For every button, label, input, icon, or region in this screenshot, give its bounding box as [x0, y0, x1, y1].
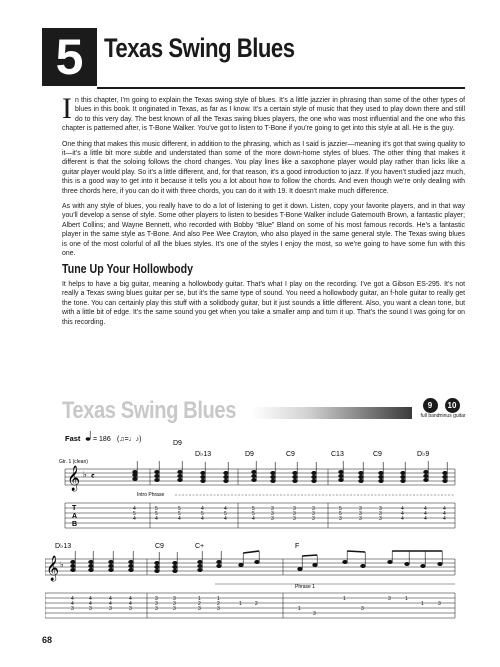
svg-text:3: 3 — [361, 606, 364, 612]
svg-text:4: 4 — [401, 506, 404, 512]
svg-text:4: 4 — [109, 596, 112, 602]
chapter-body — [62, 92, 465, 333]
tab-numbers-system-2 — [71, 596, 441, 617]
svg-text:4: 4 — [71, 601, 74, 607]
chapter-rule — [97, 87, 465, 89]
svg-text:3: 3 — [71, 606, 74, 612]
svg-text:3: 3 — [379, 516, 382, 522]
instrument-label: Gtr. 1 (clean) — [59, 459, 88, 465]
chord-symbol: F — [295, 543, 300, 550]
staff-system-1 — [65, 469, 455, 485]
svg-text:1: 1 — [198, 596, 201, 602]
svg-text:3: 3 — [173, 596, 176, 602]
svg-text:4: 4 — [424, 506, 427, 512]
music-notation — [45, 425, 470, 635]
svg-text:3: 3 — [339, 516, 342, 522]
intro-paragraph-3: As with any style of blues, you really have to do a lot of listening to get it down. Listen, copy your favorite players, and in that way you’ll develop a sense of style. Some other players to listen to besides T-Bone Walker include Gatemouth Brown, a fantastic player; Albert Collins; and Wayne Bennett, who recorded with Bobby “Blue” Bland on some of his most famous records. He’s a fantastic player in the same style as T-Bone. And also Pee Wee Crayton, who also played in the same general style. The Texas swing blues is one of the most colorful of all the blues styles. It’s one of the styles I enjoy the most, so we’re going to have some fun with this one. — [62, 203, 465, 258]
notes-system-2 — [71, 551, 443, 573]
svg-text:4: 4 — [178, 516, 181, 522]
svg-text:3: 3 — [271, 506, 274, 512]
svg-text:3: 3 — [155, 596, 158, 602]
song-title-bar — [252, 407, 412, 419]
svg-text:2: 2 — [217, 601, 220, 607]
tempo-value: = 186 — [93, 436, 111, 443]
track-label: full band — [420, 413, 440, 419]
drop-cap: I — [62, 92, 72, 125]
chapter-title: Texas Swing Blues — [104, 33, 295, 63]
svg-text:4: 4 — [443, 511, 446, 517]
tab-staff-system-2 — [45, 593, 455, 618]
svg-text:5: 5 — [252, 511, 255, 517]
svg-text:5: 5 — [339, 511, 342, 517]
section-heading: Tune Up Your Hollowbody — [62, 261, 194, 276]
svg-text:1: 1 — [217, 596, 220, 602]
svg-text:3: 3 — [271, 511, 274, 517]
svg-text:3: 3 — [217, 606, 220, 612]
svg-text:4: 4 — [443, 506, 446, 512]
chord-symbol: C9 — [155, 543, 164, 550]
svg-text:3: 3 — [359, 506, 362, 512]
time-signature: 𝄴 — [91, 472, 95, 481]
svg-text:3: 3 — [293, 506, 296, 512]
intro-paragraph-2: One thing that makes this music different, in addition to the phrasing, which as I said is jazzier—meaning it’s got that swing quality to it—it’s a little bit more subtle and understated than some of the more down-home styles of blues. The other thing that makes it different is that the soloing follows the chord changes. You play lines like a saxophone player would play rather than licks like a guitar player would play. So it’s a little different, and, for that reason, it’s a good introduction to jazz. If you haven’t studied jazz much, this is a good way to get into it because it tells you a lot about how to follow the chords. And even though we’re only dealing with three chords here, if you can do it with three chords, you can do it with 19. It doesn’t make much difference. — [62, 140, 465, 195]
svg-text:4: 4 — [401, 516, 404, 522]
tab-letters — [72, 505, 77, 528]
svg-text:5: 5 — [339, 506, 342, 512]
svg-text:4: 4 — [71, 596, 74, 602]
svg-text:4: 4 — [89, 596, 92, 602]
chord-symbols-system-2 — [55, 542, 299, 550]
svg-text:1: 1 — [298, 606, 301, 612]
svg-text:4: 4 — [443, 516, 446, 522]
tab-letter: T — [72, 505, 77, 512]
svg-text:4: 4 — [129, 601, 132, 607]
chord-symbol: C9 — [373, 451, 382, 458]
svg-text:3: 3 — [198, 606, 201, 612]
svg-text:3: 3 — [155, 606, 158, 612]
svg-text:4: 4 — [224, 516, 227, 522]
chord-symbol: D♭13 — [55, 543, 72, 550]
svg-text:5: 5 — [155, 511, 158, 517]
svg-text:5: 5 — [178, 506, 181, 512]
svg-text:4: 4 — [89, 601, 92, 607]
svg-text:4: 4 — [109, 601, 112, 607]
svg-text:1: 1 — [421, 601, 424, 607]
svg-text:3: 3 — [379, 511, 382, 517]
svg-text:3: 3 — [312, 511, 315, 517]
svg-text:3: 3 — [438, 601, 441, 607]
chord-symbol: C9 — [286, 451, 295, 458]
chapter-number: 5 — [42, 28, 97, 86]
notes-system-1 — [133, 461, 448, 483]
page-number: 68 — [42, 635, 53, 645]
chord-symbols-system-1 — [173, 440, 429, 458]
svg-text:4: 4 — [252, 516, 255, 522]
svg-text:5: 5 — [201, 511, 204, 517]
svg-text:4: 4 — [155, 516, 158, 522]
song-title: Texas Swing Blues — [62, 397, 236, 424]
phrase-1-label: Phrase 1 — [295, 584, 316, 590]
svg-text:4: 4 — [133, 506, 136, 512]
svg-text:3: 3 — [359, 516, 362, 522]
svg-text:4: 4 — [224, 506, 227, 512]
tab-letter: B — [72, 521, 78, 528]
intro-paragraph-1-text: n this chapter, I’m going to explain the Texas swing style of blues. It’s a little jazzier in phrasing than some of the other types of blues in this book. It originated in Texas, as far as I know. It’s a certain style of music that they used to play down there and still do to this very day. The best known of all the Texas swing blues players, the one who was most influential and the one who this chapter is patterned after, is T-Bone Walker. You’ve got to listen to T-Bone if you’re going to get into this style at all. He is the guy. — [62, 97, 465, 133]
intro-paragraph-1 — [62, 92, 465, 134]
chord-symbol: D9 — [173, 440, 182, 447]
treble-clef-icon: 𝄞 — [46, 555, 60, 580]
svg-text:3: 3 — [293, 511, 296, 517]
key-flat-icon: ♭ — [83, 470, 87, 479]
svg-text:3: 3 — [379, 506, 382, 512]
track-label: minus guitar — [438, 413, 466, 419]
track-badge-minus-guitar — [437, 398, 467, 420]
svg-text:3: 3 — [109, 606, 112, 612]
chord-symbol: C13 — [331, 451, 344, 458]
svg-text:3: 3 — [129, 606, 132, 612]
svg-text:2: 2 — [198, 601, 201, 607]
chord-symbol: D9 — [245, 451, 254, 458]
svg-text:4: 4 — [201, 516, 204, 522]
key-flat-icon: ♭ — [60, 560, 64, 569]
svg-text:1: 1 — [343, 596, 346, 602]
svg-text:2: 2 — [255, 601, 258, 607]
svg-text:4: 4 — [201, 506, 204, 512]
svg-text:4: 4 — [401, 511, 404, 517]
svg-text:4: 4 — [424, 511, 427, 517]
chord-symbol: D♭13 — [195, 451, 212, 458]
svg-text:5: 5 — [178, 511, 181, 517]
svg-text:3: 3 — [388, 596, 391, 602]
chord-symbol: D♭9 — [417, 451, 430, 458]
svg-text:5: 5 — [252, 506, 255, 512]
svg-text:1: 1 — [239, 601, 242, 607]
tab-staff-system-1 — [65, 503, 455, 528]
svg-text:4: 4 — [129, 596, 132, 602]
tab-letter: A — [72, 513, 78, 520]
treble-clef-icon: 𝄞 — [67, 465, 81, 490]
svg-text:3: 3 — [173, 601, 176, 607]
svg-text:3: 3 — [271, 516, 274, 522]
tempo-text: Fast — [65, 434, 81, 443]
svg-text:5: 5 — [155, 506, 158, 512]
chord-symbol: C+ — [195, 543, 205, 550]
tab-numbers-system-1 — [133, 506, 446, 522]
svg-text:3: 3 — [359, 511, 362, 517]
svg-text:4: 4 — [424, 516, 427, 522]
intro-phrase-label: Intro Phrase — [137, 492, 165, 498]
svg-text:5: 5 — [133, 511, 136, 517]
svg-text:3: 3 — [312, 516, 315, 522]
svg-text:4: 4 — [133, 516, 136, 522]
staff-system-2 — [45, 559, 455, 575]
swing-feel-icon: (♫=♩♪) — [117, 436, 142, 443]
svg-text:3: 3 — [313, 611, 316, 617]
svg-text:5: 5 — [224, 511, 227, 517]
track-number: 9 — [423, 398, 438, 413]
svg-text:1: 1 — [405, 596, 408, 602]
svg-text:3: 3 — [312, 506, 315, 512]
svg-text:3: 3 — [173, 606, 176, 612]
track-number: 10 — [445, 398, 460, 413]
svg-text:3: 3 — [89, 606, 92, 612]
tempo-marking — [65, 431, 142, 443]
section-paragraph: It helps to have a big guitar, meaning a hollowbody guitar. That’s what I play on the recording. I’ve got a Gibson ES-295. It’s not really a Texas swing blues guitar per se, but it’s the same type of sound. You need a hollowbody guitar, an f-hole guitar to really get the tone. You can certainly play this stuff with a solidbody guitar, but it just sounds a little different. Also, you want a clean tone, but with a little bit of edge. It’s the same sound you get when you take a smaller amp and turn it up. That’s the sound I was going for on this recording. — [62, 280, 465, 326]
svg-text:3: 3 — [293, 516, 296, 522]
svg-text:3: 3 — [155, 601, 158, 607]
